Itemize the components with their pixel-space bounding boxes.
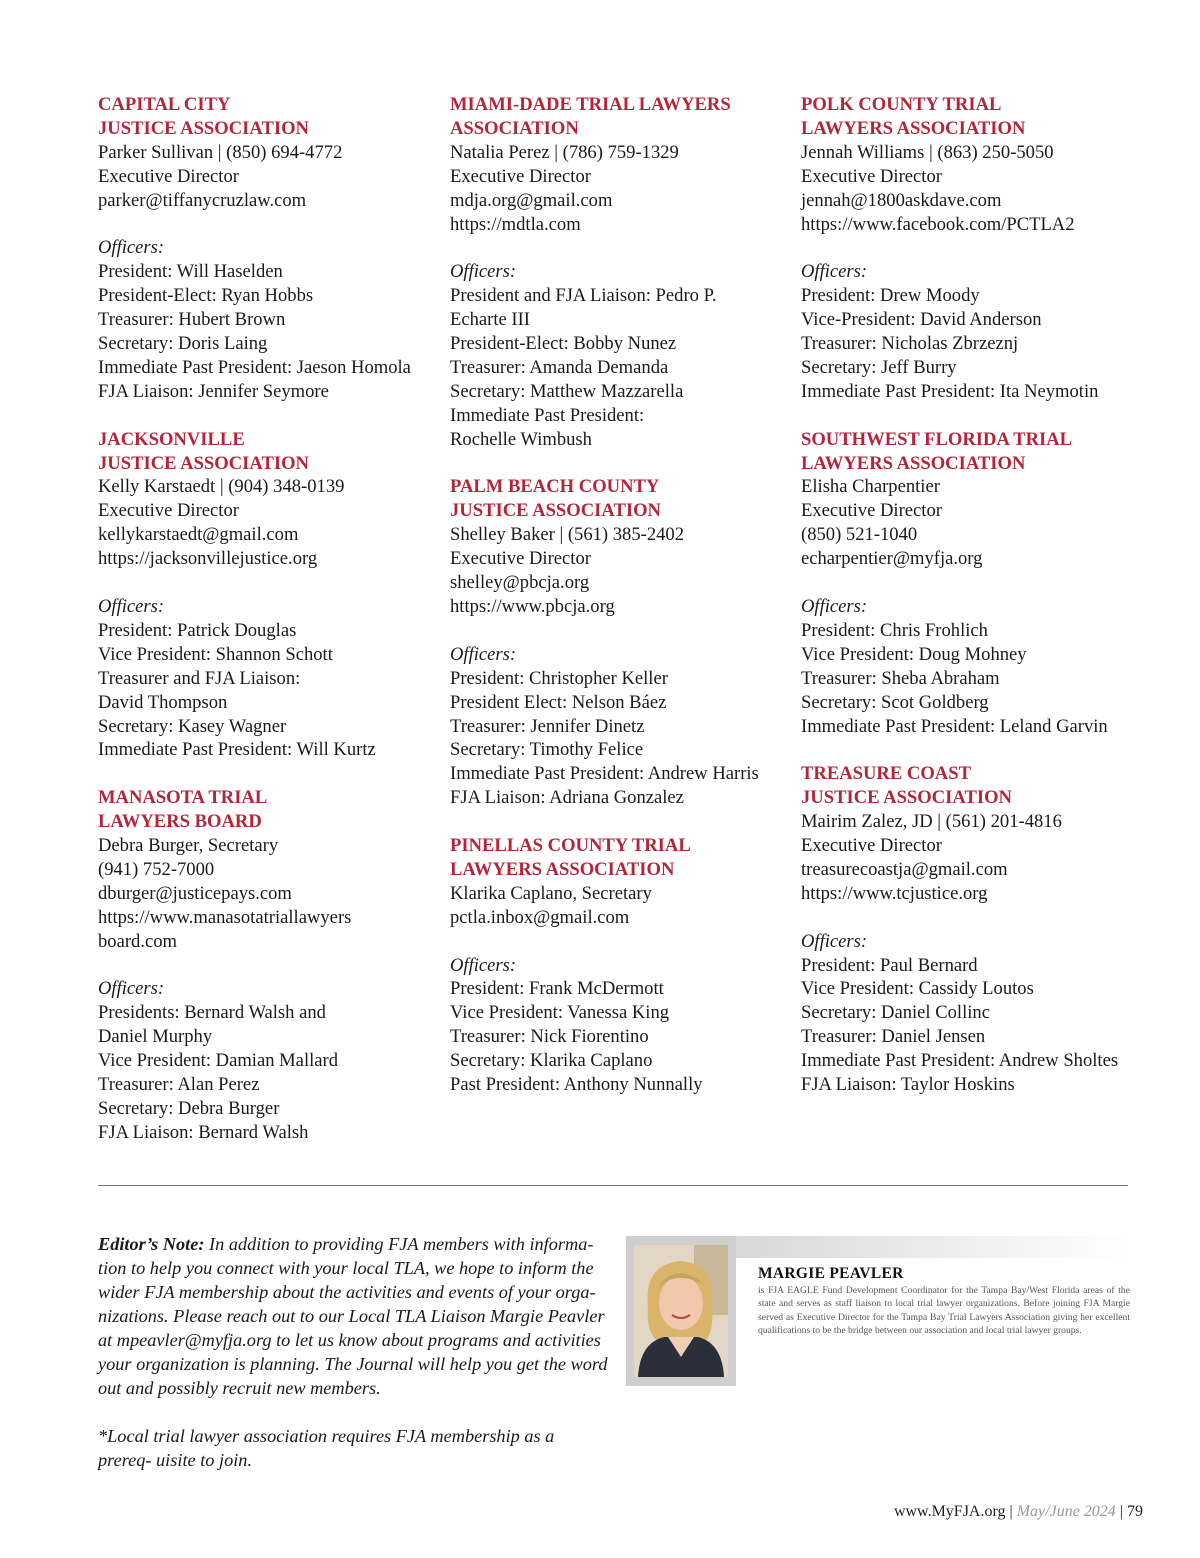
officer-line: Secretary: Scot Goldberg — [801, 691, 989, 713]
contact-line: Executive Director — [801, 835, 942, 857]
officers-label: Officers: — [450, 954, 517, 976]
officer-line: Treasurer and FJA Liaison: — [98, 667, 301, 689]
officers-label: Officers: — [98, 595, 165, 617]
association-title: CAPITAL CITY — [98, 94, 231, 115]
association-title: LAWYERS BOARD — [98, 811, 262, 833]
contact-line: https://www.tcjustice.org — [801, 882, 988, 904]
officer-line: Treasurer: Nick Fiorentino — [450, 1026, 649, 1048]
officer-line: Secretary: Klarika Caplano — [450, 1050, 653, 1072]
officer-line: Presidents: Bernard Walsh and — [98, 1002, 326, 1024]
association-title: LAWYERS ASSOCIATION — [801, 117, 1026, 139]
officer-line: Vice President: Cassidy Loutos — [801, 978, 1034, 1000]
officers-label: Officers: — [98, 978, 165, 1000]
officers-label: Officers: — [450, 261, 517, 283]
officer-line: Treasurer: Sheba Abraham — [801, 667, 1000, 689]
association-title: JUSTICE ASSOCIATION — [98, 452, 309, 474]
association-title: LAWYERS ASSOCIATION — [450, 858, 675, 880]
officer-line: Treasurer: Daniel Jensen — [801, 1026, 986, 1048]
officer-line: FJA Liaison: Taylor Hoskins — [801, 1074, 1015, 1096]
contact-line: (941) 752-7000 — [98, 858, 215, 880]
association-title: JACKSONVILLE — [98, 428, 245, 450]
officer-line: President: Chris Frohlich — [801, 619, 988, 641]
association-title: MANASOTA TRIAL — [98, 787, 268, 809]
contact-line: parker@tiffanycruzlaw.com — [98, 189, 307, 211]
association-title: PINELLAS COUNTY TRIAL — [450, 835, 691, 857]
portrait-photo — [634, 1245, 728, 1377]
officer-line: Secretary: Matthew Mazzarella — [450, 380, 684, 402]
officer-line: David Thompson — [98, 691, 228, 713]
officer-line: Vice President: Shannon Schott — [98, 643, 333, 665]
directory-column-2 — [450, 93, 795, 1121]
membership-footnote: *Local trial lawyer association requires FJA membership as a prereq- uisite to join. — [98, 1426, 555, 1470]
bio-name: MARGIE PEAVLER — [758, 1265, 904, 1282]
officer-line: President and FJA Liaison: Pedro P. — [450, 285, 717, 307]
officer-line: Past President: Anthony Nunnally — [450, 1074, 703, 1096]
officer-line: Immediate Past President: Andrew Harris — [450, 763, 759, 785]
association-entry — [450, 93, 795, 452]
association-entry — [801, 93, 1146, 404]
association-title: JUSTICE ASSOCIATION — [801, 787, 1012, 809]
editors-note-label: Editor’s Note: — [98, 1234, 205, 1254]
association-title: JUSTICE ASSOCIATION — [450, 500, 661, 522]
officer-line: Secretary: Kasey Wagner — [98, 715, 287, 737]
officer-line: President Elect: Nelson Báez — [450, 691, 667, 713]
officer-line: Vice-President: David Anderson — [801, 309, 1042, 331]
association-title: JUSTICE ASSOCIATION — [98, 117, 309, 139]
editors-note-body: In addition to providing FJA members with informa- tion to help you connect with your local TLA, we hope to inform the wider FJA membership about the activities and events of your orga- nizations. Please reach out to our Local TLA Liaison Margie Peavler at mpeavler@myfja.org to let us know about programs and activities your organization is planning. The Journal will help you get the word out and possibly recruit new members. — [98, 1234, 608, 1398]
officer-line: Rochelle Wimbush — [450, 428, 592, 450]
officer-line: Vice President: Vanessa King — [450, 1002, 670, 1024]
contact-line: treasurecoastja@gmail.com — [801, 858, 1008, 880]
association-title: PALM BEACH COUNTY — [450, 476, 660, 498]
officer-line: Vice President: Doug Mohney — [801, 643, 1027, 665]
officer-line: Immediate Past President: Ita Neymotin — [801, 380, 1099, 402]
officer-line: President: Frank McDermott — [450, 978, 664, 1000]
contact-line: Debra Burger, Secretary — [98, 835, 279, 857]
editors-note — [98, 1232, 610, 1496]
officer-line: FJA Liaison: Adriana Gonzalez — [450, 787, 684, 809]
officer-line: Immediate Past President: Will Kurtz — [98, 739, 376, 761]
contact-line: Executive Director — [801, 500, 942, 522]
footer-separator: | — [1119, 1503, 1123, 1520]
association-title: ASSOCIATION — [450, 117, 579, 139]
officer-line: Immediate Past President: Jaeson Homola — [98, 356, 411, 378]
bio-header-gradient — [736, 1236, 1131, 1258]
footer-issue: May/June 2024 — [1016, 1503, 1116, 1520]
contact-line: Natalia Perez | (786) 759-1329 — [450, 141, 679, 163]
page-number: 79 — [1127, 1503, 1143, 1520]
officer-line: FJA Liaison: Jennifer Seymore — [98, 380, 329, 402]
officer-line: Vice President: Damian Mallard — [98, 1050, 339, 1072]
contact-line: Executive Director — [450, 548, 591, 570]
officers-label: Officers: — [450, 643, 517, 665]
contact-line: pctla.inbox@gmail.com — [450, 906, 630, 928]
page-footer — [894, 1503, 1143, 1521]
officers-label: Officers: — [801, 930, 868, 952]
officers-label: Officers: — [801, 261, 868, 283]
contact-line: board.com — [98, 930, 177, 952]
contact-line: kellykarstaedt@gmail.com — [98, 524, 299, 546]
footer-separator: | — [1009, 1503, 1013, 1520]
contact-line: mdja.org@gmail.com — [450, 189, 613, 211]
officer-line: Treasurer: Amanda Demanda — [450, 356, 669, 378]
officer-line: Treasurer: Jennifer Dinetz — [450, 715, 645, 737]
contact-line: dburger@justicepays.com — [98, 882, 292, 904]
contact-line: Executive Director — [98, 165, 239, 187]
officer-line: Secretary: Jeff Burry — [801, 356, 957, 378]
officer-line: Daniel Murphy — [98, 1026, 213, 1048]
officer-line: Secretary: Doris Laing — [98, 333, 268, 355]
association-entry — [801, 762, 1146, 1097]
officer-line: Treasurer: Nicholas Zbrzeznj — [801, 333, 1019, 355]
contact-line: https://mdtla.com — [450, 213, 581, 235]
liaison-bio-card — [626, 1236, 1131, 1386]
contact-line: jennah@1800askdave.com — [801, 189, 1002, 211]
contact-line: shelley@pbcja.org — [450, 572, 590, 594]
officer-line: President: Paul Bernard — [801, 954, 978, 976]
contact-line: Jennah Williams | (863) 250-5050 — [801, 141, 1054, 163]
officer-line: Treasurer: Alan Perez — [98, 1074, 260, 1096]
officers-label: Officers: — [801, 595, 868, 617]
contact-line: Mairim Zalez, JD | (561) 201-4816 — [801, 811, 1062, 833]
officers-label: Officers: — [98, 237, 165, 259]
officer-line: FJA Liaison: Bernard Walsh — [98, 1121, 309, 1143]
contact-line: https://www.manasotatriallawyers — [98, 906, 352, 928]
contact-line: https://www.facebook.com/PCTLA2 — [801, 213, 1075, 235]
association-entry — [801, 428, 1146, 739]
directory-column-3 — [801, 93, 1146, 1121]
association-title: LAWYERS ASSOCIATION — [801, 452, 1026, 474]
officer-line: President-Elect: Ryan Hobbs — [98, 285, 314, 307]
contact-line: Kelly Karstaedt | (904) 348-0139 — [98, 476, 345, 498]
contact-line: Executive Director — [801, 165, 942, 187]
association-title: TREASURE COAST — [801, 763, 971, 785]
contact-line: Executive Director — [98, 500, 239, 522]
association-title: POLK COUNTY TRIAL — [801, 94, 1002, 115]
association-title: MIAMI-DADE TRIAL LAWYERS — [450, 94, 731, 115]
contact-line: Klarika Caplano, Secretary — [450, 882, 652, 904]
officer-line: President: Will Haselden — [98, 261, 283, 283]
directory-column-1 — [98, 93, 443, 1169]
association-entry — [450, 834, 795, 1097]
officer-line: Secretary: Daniel Collinc — [801, 1002, 990, 1024]
bio-text: is FJA EAGLE Fund Development Coordinator for the Tampa Bay/West Florida areas of the state and serves as staff liaison to local trial lawyer organizations. Before joining FJA Margie served as Executive Director for the Tampa Bay Trial Lawyers Association giving her excellent qualifications to be the bridge between our association and local trial lawyer groups. — [758, 1285, 1130, 1336]
officer-line: President: Christopher Keller — [450, 667, 668, 689]
officer-line: Immediate Past President: — [450, 404, 645, 426]
officer-line: President: Drew Moody — [801, 285, 980, 307]
contact-line: https://www.pbcja.org — [450, 596, 615, 617]
officer-line: President-Elect: Bobby Nunez — [450, 333, 677, 355]
officer-line: Echarte III — [450, 309, 530, 331]
association-entry — [98, 428, 443, 763]
association-entry — [450, 475, 795, 810]
contact-line: Elisha Charpentier — [801, 476, 940, 498]
officer-line: Immediate Past President: Andrew Sholtes — [801, 1050, 1119, 1072]
contact-line: Shelley Baker | (561) 385-2402 — [450, 524, 685, 546]
section-divider — [98, 1185, 1128, 1186]
contact-line: echarpentier@myfja.org — [801, 548, 983, 570]
contact-line: https://jacksonvillejustice.org — [98, 548, 318, 570]
footer-website: www.MyFJA.org — [893, 1503, 1006, 1520]
portrait-frame — [626, 1236, 736, 1386]
officer-line: Secretary: Debra Burger — [98, 1097, 280, 1119]
officer-line: Secretary: Timothy Felice — [450, 739, 644, 761]
association-entry — [98, 786, 443, 1145]
officer-line: Immediate Past President: Leland Garvin — [801, 715, 1108, 737]
officer-line: President: Patrick Douglas — [98, 619, 297, 641]
officer-line: Treasurer: Hubert Brown — [98, 309, 286, 331]
contact-line: Parker Sullivan | (850) 694-4772 — [98, 141, 343, 163]
association-title: SOUTHWEST FLORIDA TRIAL — [801, 428, 1073, 450]
contact-line: (850) 521-1040 — [801, 524, 918, 546]
association-entry — [98, 93, 443, 404]
contact-line: Executive Director — [450, 165, 591, 187]
